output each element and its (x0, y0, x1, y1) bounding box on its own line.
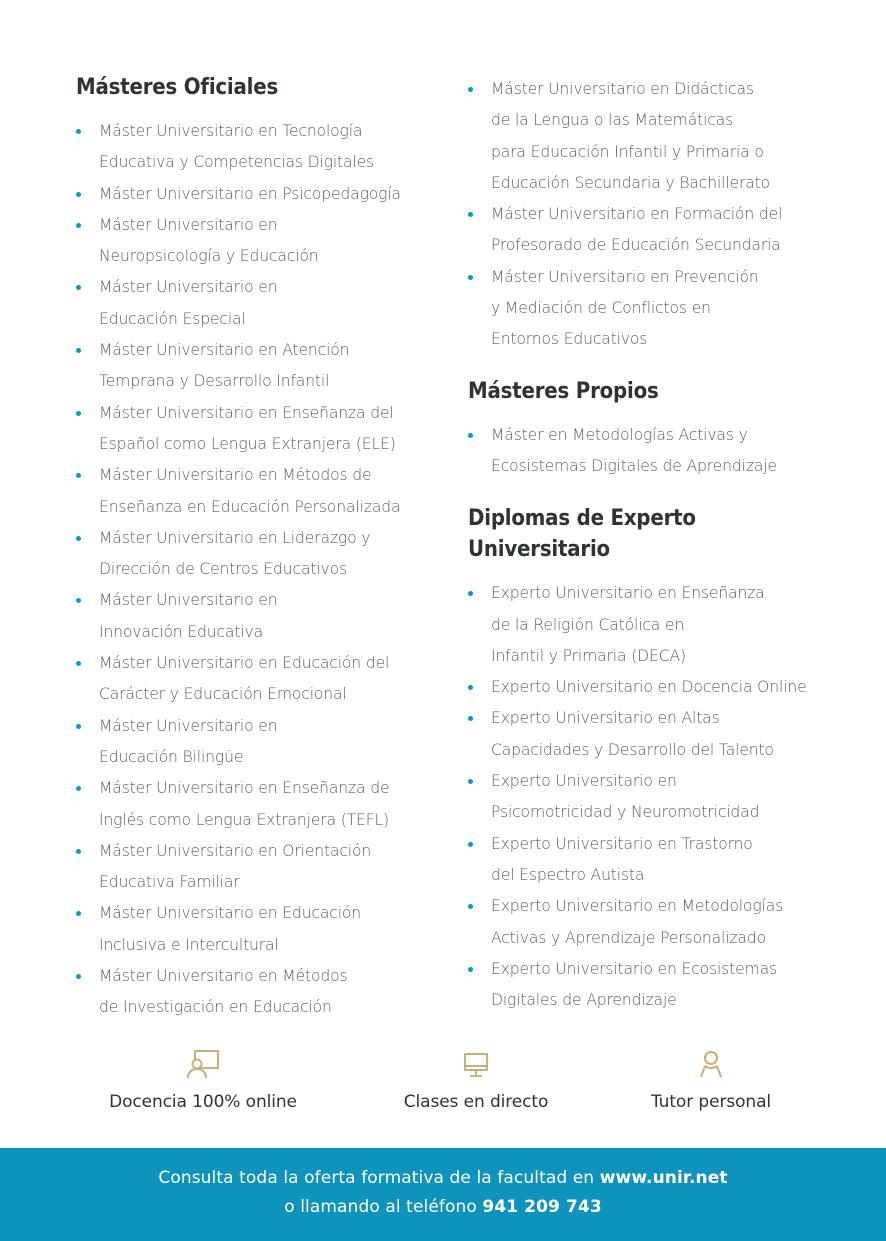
section-title-line: Diplomas de Experto (468, 506, 696, 532)
list-item: Experto Universitario en Docencia Online (468, 672, 848, 703)
list-item: Máster Universitario en Educación del Carácter y Educación Emocional (76, 648, 426, 711)
list-item: Máster Universitario en Liderazgo y Dirección de Centros Educativos (76, 523, 426, 586)
list-item: Máster Universitario en Innovación Educativa (76, 585, 426, 648)
list-item: Máster Universitario en Psicopedagogía (76, 179, 426, 210)
list-item: Máster Universitario en Prevención y Mediación de Conflictos en Entornos Educativos (468, 262, 848, 356)
feature-docencia (103, 1048, 303, 1112)
list-item: Máster Universitario en Métodos de Enseñanza en Educación Personalizada (76, 460, 426, 523)
feature-label: Docencia 100% online (109, 1092, 297, 1112)
section-title-masteres-oficiales: Másteres Oficiales (76, 75, 279, 100)
masteres-propios-list (468, 420, 848, 483)
footer-banner (0, 1148, 886, 1241)
list-item: Máster Universitario en Enseñanza del Español como Lengua Extranjera (ELE) (76, 398, 426, 461)
list-item: Máster Universitario en Tecnología Educativa y Competencias Digitales (76, 116, 426, 179)
list-item: Máster Universitario en Neuropsicología y Educación (76, 210, 426, 273)
list-item: Máster Universitario en Métodos de Investigación en Educación (76, 961, 426, 1024)
right-column (468, 74, 848, 1016)
list-item: Experto Universitario en Ecosistemas Digitales de Aprendizaje (468, 954, 848, 1017)
monitor-icon (376, 1048, 576, 1080)
list-item: Máster Universitario en Orientación Educativa Familiar (76, 836, 426, 899)
list-item: Máster Universitario en Educación Inclusiva e Intercultural (76, 898, 426, 961)
section-title-line: Universitario (468, 537, 610, 563)
list-item: Máster en Metodologías Activas y Ecosistemas Digitales de Aprendizaje (468, 420, 848, 483)
footer-text: o llamando al teléfono (284, 1197, 483, 1217)
person-badge-icon (611, 1048, 811, 1080)
footer-line-1 (0, 1164, 886, 1193)
teacher-board-icon (103, 1048, 303, 1080)
masteres-oficiales-list (76, 116, 426, 1024)
footer-line-2 (0, 1193, 886, 1222)
diplomas-list (468, 578, 848, 1016)
masteres-oficiales-continued-list (468, 74, 848, 356)
features-row (0, 1048, 886, 1128)
left-column (76, 72, 426, 1024)
list-item: Máster Universitario en Atención Temprana y Desarrollo Infantil (76, 335, 426, 398)
list-item: Experto Universitario en Trastorno del Espectro Autista (468, 829, 848, 892)
footer-text: Consulta toda la oferta formativa de la facultad en (158, 1168, 600, 1188)
list-item: Máster Universitario en Educación Bilingüe (76, 711, 426, 774)
list-item: Máster Universitario en Educación Especial (76, 272, 426, 335)
section-title-diplomas (468, 503, 848, 565)
feature-label: Tutor personal (650, 1092, 772, 1112)
feature-label: Clases en directo (403, 1092, 549, 1112)
list-item: Máster Universitario en Formación del Profesorado de Educación Secundaria (468, 199, 848, 262)
list-item: Experto Universitario en Psicomotricidad y Neuromotricidad (468, 766, 848, 829)
feature-clases (376, 1048, 576, 1112)
website-link[interactable]: www.unir.net (599, 1168, 728, 1188)
list-item: Experto Universitario en Metodologías Activas y Aprendizaje Personalizado (468, 891, 848, 954)
list-item: Experto Universitario en Enseñanza de la Religión Católica en Infantil y Primaria (DECA) (468, 578, 848, 672)
section-title-masteres-propios: Másteres Propios (468, 378, 659, 404)
list-item: Experto Universitario en Altas Capacidades y Desarrollo del Talento (468, 703, 848, 766)
list-item: Máster Universitario en Enseñanza de Inglés como Lengua Extranjera (TEFL) (76, 773, 426, 836)
feature-tutor (611, 1048, 811, 1112)
phone-number[interactable]: 941 209 743 (482, 1197, 602, 1217)
list-item: Máster Universitario en Didácticas de la Lengua o las Matemáticas para Educación Infantil y Primaria o Educación Secundaria y Bachillerato (468, 74, 848, 199)
